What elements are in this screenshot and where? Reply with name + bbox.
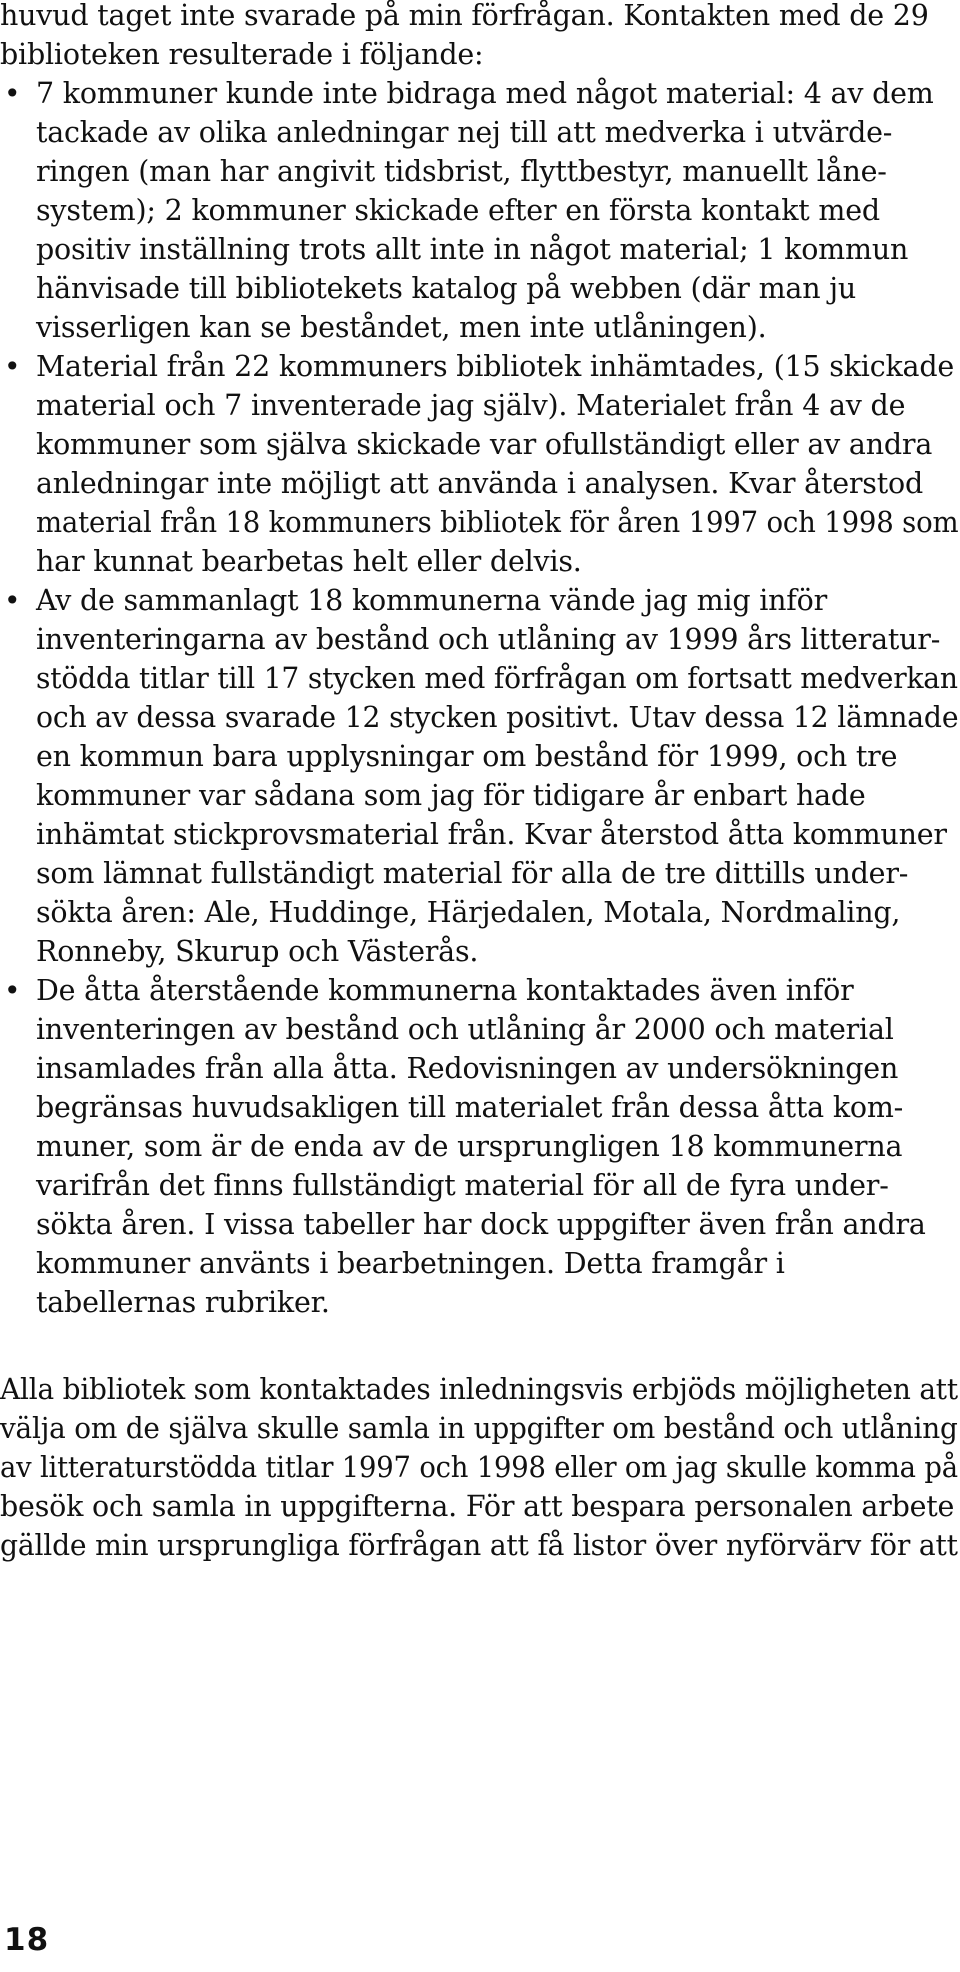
text-line: tackade av olika anledningar nej till att medverka i utvärde- <box>36 116 893 149</box>
text-line: De åtta återstående kommunerna kontaktades även inför <box>36 974 854 1007</box>
text-line: system); 2 kommuner skickade efter en första kontakt med <box>36 194 880 227</box>
text-line: en kommun bara upplysningar om bestånd för 1999, och tre <box>36 740 898 773</box>
text-line: välja om de själva skulle samla in uppgifter om bestånd och utlåning <box>0 1412 958 1445</box>
text-line: kommuner var sådana som jag för tidigare år enbart hade <box>36 779 866 812</box>
text-line: Av de sammanlagt 18 kommunerna vände jag mig inför <box>36 584 828 617</box>
text-line: inventeringen av bestånd och utlåning år 2000 och material <box>36 1013 894 1046</box>
page-number: 18 <box>4 1922 50 1958</box>
text-line: inhämtat stickprovsmaterial från. Kvar återstod åtta kommuner <box>36 818 947 851</box>
text-line: huvud taget inte svarade på min förfrågan. Kontakten med de 29 <box>0 0 929 32</box>
bullet-marker: • <box>4 974 21 1007</box>
text-line: material och 7 inventerade jag själv). Materialet från 4 av de <box>36 389 906 422</box>
text-line: tabellernas rubriker. <box>36 1286 330 1319</box>
text-line: visserligen kan se beståndet, men inte utlåningen). <box>36 311 767 344</box>
text-line: sökta åren: Ale, Huddinge, Härjedalen, Motala, Nordmaling, <box>36 896 901 929</box>
text-line: besök och samla in uppgifterna. För att bespara personalen arbete <box>0 1490 955 1523</box>
text-line: Material från 22 kommuners bibliotek inhämtades, (15 skickade <box>36 350 955 383</box>
text-line: ringen (man har angivit tidsbrist, flyttbestyr, manuellt låne- <box>36 155 887 188</box>
bullet-marker: • <box>4 77 21 110</box>
text-line: kommuner använts i bearbetningen. Detta framgår i <box>36 1247 785 1280</box>
text-line: material från 18 kommuners bibliotek för åren 1997 och 1998 som <box>36 506 959 539</box>
text-line: hänvisade till bibliotekets katalog på webben (där man ju <box>36 272 857 305</box>
text-line: Alla bibliotek som kontaktades inledningsvis erbjöds möjligheten att <box>0 1373 958 1406</box>
text-line: gällde min ursprungliga förfrågan att få listor över nyförvärv för att <box>0 1529 958 1562</box>
text-line: biblioteken resulterade i följande: <box>0 38 484 71</box>
text-line: muner, som är de enda av de ursprungligen 18 kommunerna <box>36 1130 903 1163</box>
text-line: kommuner som själva skickade var ofullständigt eller av andra <box>36 428 933 461</box>
text-line: 7 kommuner kunde inte bidraga med något material: 4 av dem <box>36 77 934 110</box>
text-line: sökta åren. I vissa tabeller har dock uppgifter även från andra <box>36 1208 926 1241</box>
text-line: begränsas huvudsakligen till materialet från dessa åtta kom- <box>36 1091 904 1124</box>
text-line: varifrån det finns fullständigt material för all de fyra under- <box>36 1169 889 1202</box>
text-line: insamlades från alla åtta. Redovisningen av undersökningen <box>36 1052 899 1085</box>
text-line: stödda titlar till 17 stycken med förfrågan om fortsatt medverkan <box>36 662 958 695</box>
bullet-marker: • <box>4 584 21 617</box>
text-line: har kunnat bearbetas helt eller delvis. <box>36 545 582 578</box>
text-line: Ronneby, Skurup och Västerås. <box>36 935 479 968</box>
text-line: positiv inställning trots allt inte in något material; 1 kommun <box>36 233 909 266</box>
text-line: inventeringarna av bestånd och utlåning av 1999 års litteratur- <box>36 623 941 656</box>
text-line: anledningar inte möjligt att använda i analysen. Kvar återstod <box>36 467 923 500</box>
text-line: och av dessa svarade 12 stycken positivt. Utav dessa 12 lämnade <box>36 701 959 734</box>
text-line: som lämnat fullständigt material för alla de tre dittills under- <box>36 857 909 890</box>
bullet-marker: • <box>4 350 21 383</box>
text-line: av litteraturstödda titlar 1997 och 1998 eller om jag skulle komma på <box>0 1451 958 1484</box>
